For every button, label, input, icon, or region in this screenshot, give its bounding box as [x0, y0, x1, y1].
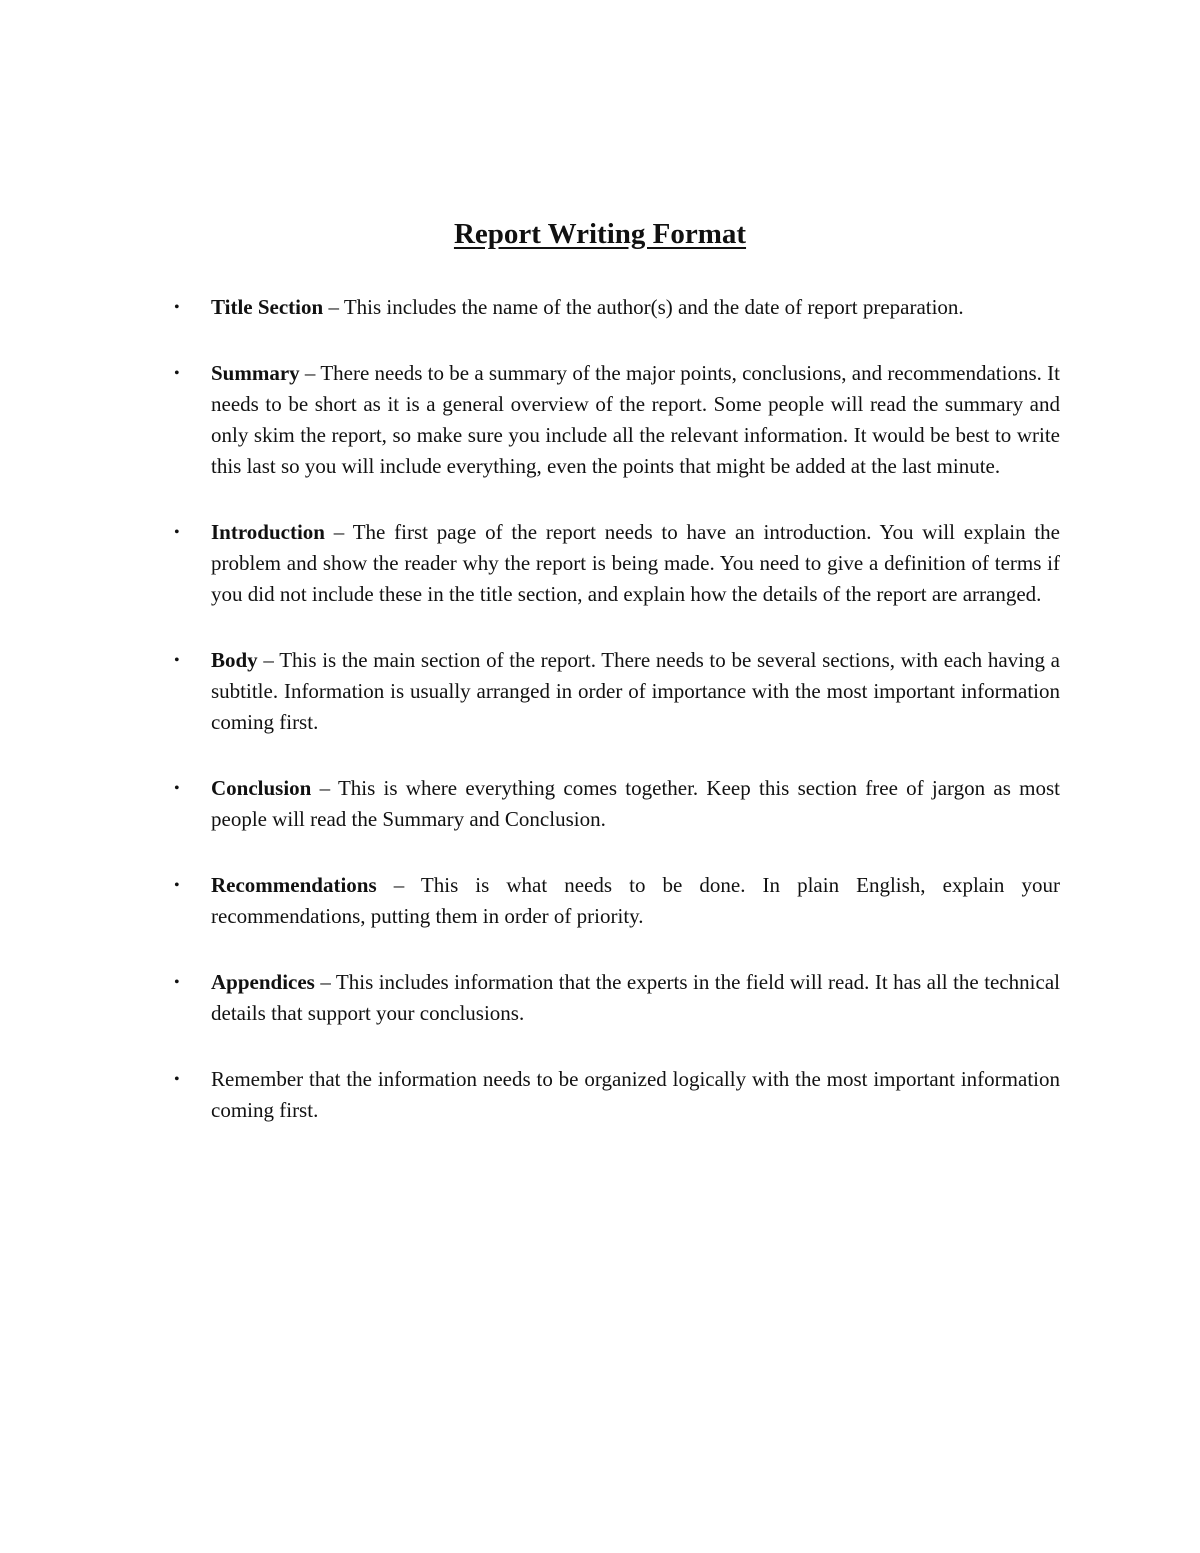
item-text: This is where everything comes together. Keep this section free of jargon as most people will read the Summary and Conclusion.	[211, 776, 1060, 831]
item-separator: –	[299, 361, 321, 385]
item-text: This includes the name of the author(s) and the date of report preparation.	[343, 295, 964, 319]
page-title: Report Writing Format	[453, 218, 747, 250]
list-item-conclusion	[170, 773, 1060, 835]
item-text: This is what needs to be done. In plain English, explain your recommendations, putting them in order of priority.	[211, 873, 1060, 928]
bullet-icon: •	[174, 652, 180, 669]
bullet-icon: •	[174, 780, 180, 797]
bullet-icon: •	[174, 365, 180, 382]
list-item-title-section	[170, 292, 1060, 323]
item-term: Title Section	[211, 295, 324, 319]
item-separator: –	[257, 648, 280, 672]
item-term: Recommendations	[211, 873, 377, 897]
item-text: This is the main section of the report. There needs to be several sections, with each having a subtitle. Information is usually arranged in order of importance with the most important information coming first.	[211, 648, 1061, 734]
bullet-list	[170, 292, 1060, 1161]
item-term: Appendices	[211, 970, 315, 994]
bullet-icon: •	[174, 877, 180, 894]
item-term: Summary	[211, 361, 300, 385]
list-item-appendices	[170, 967, 1060, 1029]
item-text: The first page of the report needs to have an introduction. You will explain the problem and show the reader why the report is being made. You need to give a definition of terms if you did not include these in the title section, and explain how the details of the report are arranged.	[211, 520, 1061, 606]
item-separator: –	[376, 873, 421, 897]
list-item-closing-note	[170, 1064, 1060, 1126]
item-text: Remember that the information needs to be organized logically with the most important information coming first.	[211, 1067, 1060, 1122]
item-term: Introduction	[211, 520, 325, 544]
bullet-icon: •	[174, 299, 180, 316]
bullet-icon: •	[174, 524, 180, 541]
item-separator: –	[323, 295, 344, 319]
item-term: Conclusion	[211, 776, 312, 800]
bullet-icon: •	[174, 974, 180, 991]
item-text: This includes information that the experts in the field will read. It has all the technical details that support your conclusions.	[211, 970, 1060, 1025]
list-item-recommendations	[170, 870, 1060, 932]
list-item-summary	[170, 358, 1060, 482]
list-item-body	[170, 645, 1060, 738]
item-separator: –	[311, 776, 338, 800]
item-separator: –	[324, 520, 353, 544]
list-item-introduction	[170, 517, 1060, 610]
item-separator: –	[314, 970, 336, 994]
bullet-icon: •	[174, 1071, 180, 1088]
item-term: Body	[211, 648, 258, 672]
item-text: There needs to be a summary of the major points, conclusions, and recommendations. It needs to be short as it is a general overview of the report. Some people will read the summary and only skim the report, so make sure you include all the relevant information. It would be best to write this last so you will include everything, even the points that might be added at the last minute.	[211, 361, 1060, 478]
